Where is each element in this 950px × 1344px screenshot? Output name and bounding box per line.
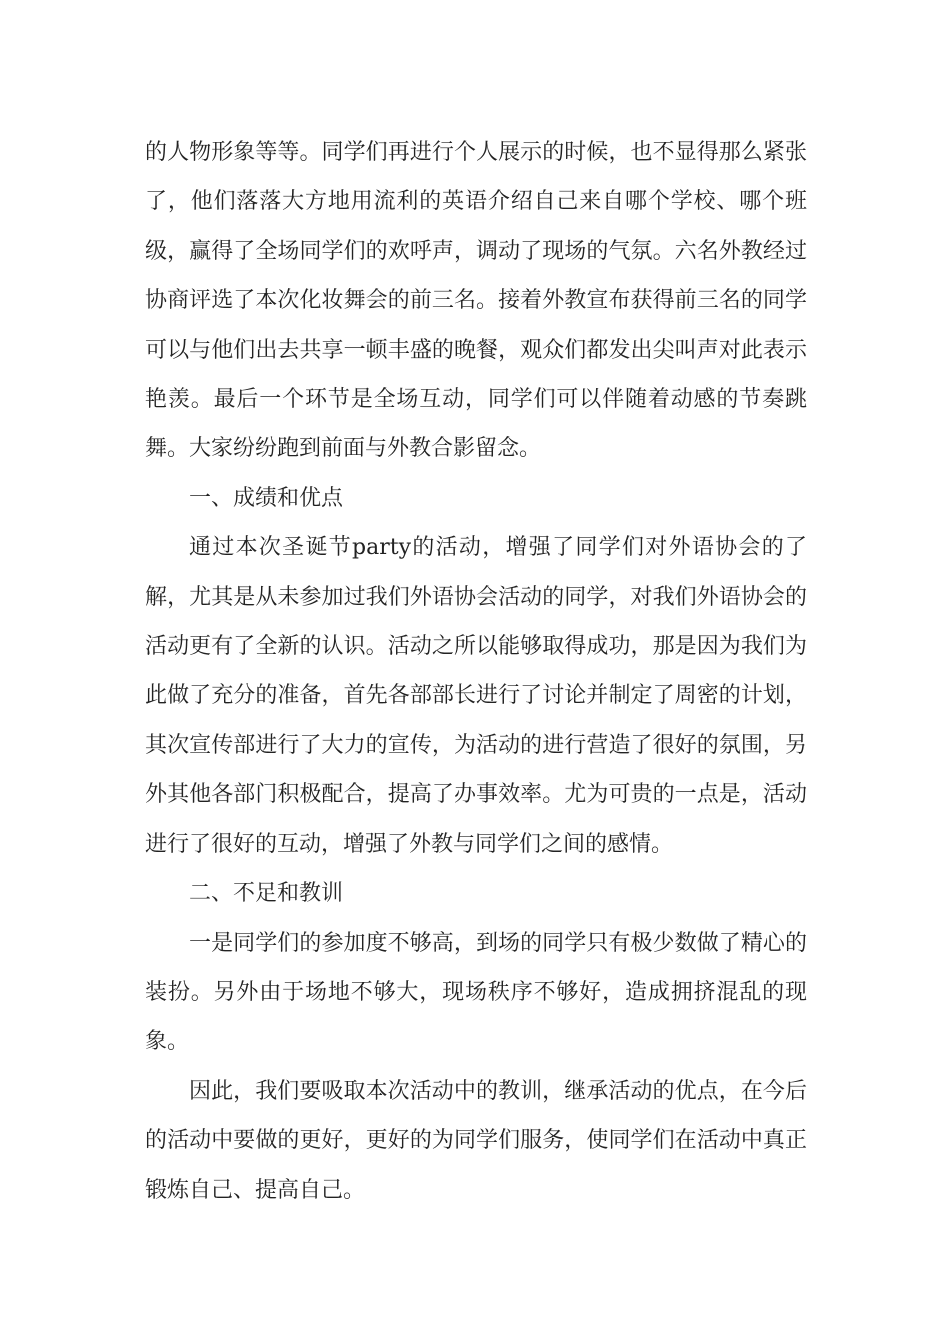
paragraph-achievements: 通过本次圣诞节party的活动，增强了同学们对外语协会的了解，尤其是从未参加过我们外语协会活动的同学，对我们外语协会的活动更有了全新的认识。活动之所以能够取得成功，那是因为我们为此做了充分的准备，首先各部部长进行了讨论并制定了周密的计划，其次宣传部进行了大力的宣传，为活动的进行营造了很好的氛围，另外其他各部门积极配合，提高了办事效率。尤为可贵的一点是，活动进行了很好的互动，增强了外教与同学们之间的感情。 <box>145 535 807 857</box>
paragraph-shortcomings: 一是同学们的参加度不够高，到场的同学只有极少数做了精心的装扮。另外由于场地不够大，现场秩序不够好，造成拥挤混乱的现象。 <box>145 930 807 1055</box>
paragraph-continuation: 的人物形象等等。同学们再进行个人展示的时候，也不显得那么紧张了，他们落落大方地用流利的英语介绍自己来自哪个学校、哪个班级，赢得了全场同学们的欢呼声，调动了现场的气氛。六名外教经过协商评选了本次化妆舞会的前三名。接着外教宣布获得前三名的同学可以与他们出去共享一顿丰盛的晚餐，观众们都发出尖叫声对此表示艳羡。最后一个环节是全场互动，同学们可以伴随着动感的节奏跳舞。大家纷纷跑到前面与外教合影留念。 <box>145 140 807 462</box>
paragraph-conclusion: 因此，我们要吸取本次活动中的教训，继承活动的优点，在今后的活动中要做的更好，更好的为同学们服务，使同学们在活动中真正锻炼自己、提高自己。 <box>145 1078 807 1203</box>
document-body <box>145 128 807 1215</box>
section-heading-achievements: 一、成绩和优点 <box>189 485 344 511</box>
section-heading-shortcomings: 二、不足和教训 <box>189 881 344 907</box>
